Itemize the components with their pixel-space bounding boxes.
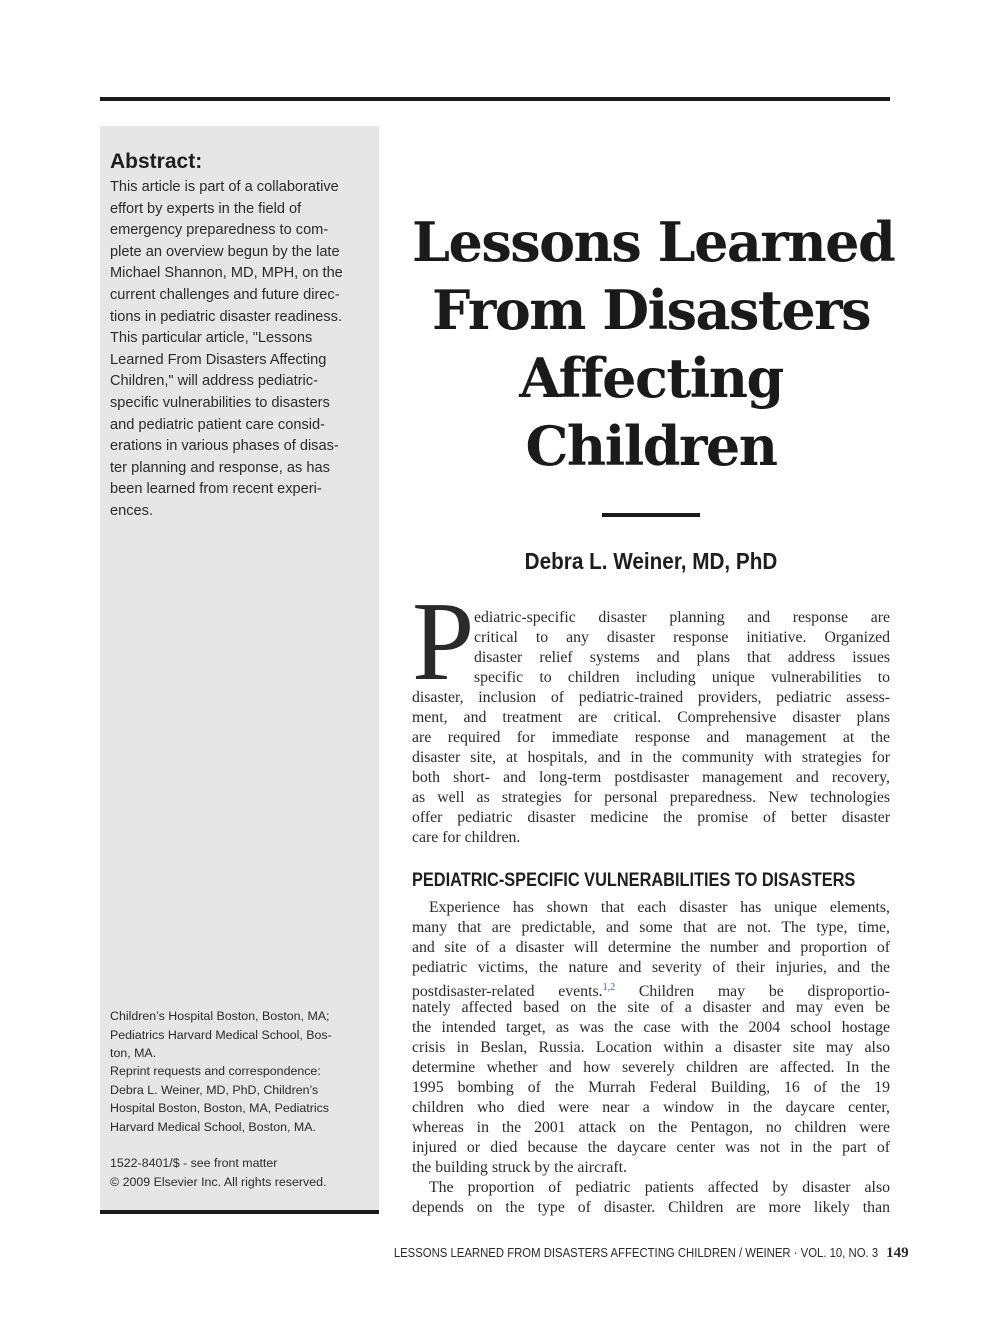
title-line: From Disasters bbox=[431, 278, 871, 342]
abstract-line: ter planning and response, as has bbox=[110, 459, 330, 476]
section-line: children who died were near a window in the daycare center, bbox=[412, 1099, 890, 1116]
page-number: 149 bbox=[886, 1245, 909, 1261]
author-byline: Debra L. Weiner, MD, PhD bbox=[524, 548, 778, 574]
abstract-line: plete an overview begun by the late bbox=[110, 243, 340, 260]
copyright-line: © 2009 Elsevier Inc. All rights reserved. bbox=[110, 1174, 327, 1189]
section-heading: PEDIATRIC-SPECIFIC VULNERABILITIES TO DISASTERS bbox=[412, 870, 856, 891]
abstract-line: ences. bbox=[110, 502, 153, 519]
section-line: Experience has shown that each disaster has unique elements, bbox=[429, 899, 890, 916]
intro-line: disaster relief systems and plans that address issues bbox=[474, 649, 890, 666]
intro-line: critical to any disaster response initiative. Organized bbox=[474, 629, 890, 646]
affiliation-line: Children’s Hospital Boston, Boston, MA; bbox=[110, 1009, 330, 1023]
intro-line: are required for immediate response and management at the bbox=[412, 729, 890, 746]
abstract-line: Children," will address pediatric- bbox=[110, 373, 318, 390]
section-line-with-citation bbox=[412, 978, 890, 998]
copyright-notice bbox=[110, 1154, 372, 1191]
citation-text-after: Children may be disproportio- bbox=[615, 983, 890, 1000]
abstract-line: This particular article, "Lessons bbox=[110, 330, 313, 347]
section-line: and site of a disaster will determine the number and proportion of bbox=[412, 939, 890, 956]
section-line: determine whether and how severely children are affected. In the bbox=[412, 1059, 890, 1076]
section-line: The proportion of pediatric patients affected by disaster also bbox=[429, 1179, 890, 1196]
section-line: 1995 bombing of the Murrah Federal Building, 16 of the 19 bbox=[412, 1079, 890, 1096]
citation-reference-link[interactable]: 1,2 bbox=[602, 982, 616, 993]
reprint-requests bbox=[110, 1062, 372, 1136]
running-head: LESSONS LEARNED FROM DISASTERS AFFECTING CHILDREN / WEINER · VOL. 10, NO. 3 bbox=[393, 1246, 879, 1260]
title-divider bbox=[602, 513, 700, 517]
abstract-text bbox=[110, 177, 372, 523]
section-line: many that are predictable, and some that are not. The type, time, bbox=[412, 919, 890, 936]
section-body bbox=[412, 898, 890, 1218]
affiliation-line: ton, MA. bbox=[110, 1046, 157, 1060]
author-affiliation bbox=[110, 1007, 372, 1063]
section-line: the intended target, as was the case with the 2004 school hostage bbox=[412, 1019, 890, 1036]
section-line: injured or died because the daycare center was not in the part of bbox=[412, 1139, 890, 1156]
page-footer bbox=[340, 1244, 909, 1262]
abstract-line: current challenges and future direc- bbox=[110, 286, 340, 303]
section-line: crisis in Beslan, Russia. Location within a disaster site may also bbox=[412, 1039, 890, 1056]
citation-text-before: postdisaster-related events. bbox=[412, 983, 603, 1000]
abstract-line: This article is part of a collaborative bbox=[110, 179, 339, 195]
section-line: pediatric victims, the nature and severity of their injuries, and the bbox=[412, 959, 890, 976]
section-line: whereas in the 2001 attack on the Pentagon, no children were bbox=[412, 1119, 890, 1136]
intro-line: ediatric-specific disaster planning and response are bbox=[474, 609, 890, 626]
intro-line: care for children. bbox=[412, 829, 521, 846]
section-line: the building struck by the aircraft. bbox=[412, 1159, 627, 1176]
title-line: Lessons Learned bbox=[412, 210, 895, 274]
drop-cap: P bbox=[412, 580, 475, 704]
article-title bbox=[412, 208, 895, 480]
sidebar-bottom-rule bbox=[100, 1210, 379, 1214]
title-line: Affecting bbox=[519, 346, 783, 410]
abstract-line: Learned From Disasters Affecting bbox=[110, 351, 327, 368]
abstract-line: specific vulnerabilities to disasters bbox=[110, 394, 330, 411]
intro-line: ment, and treatment are critical. Comprehensive disaster plans bbox=[412, 709, 890, 726]
intro-line: both short- and long-term postdisaster management and recovery, bbox=[412, 769, 890, 786]
affiliation-line: Pediatrics Harvard Medical School, Bos- bbox=[110, 1027, 332, 1042]
section-line: nately affected based on the site of a disaster and may even be bbox=[412, 999, 890, 1016]
intro-paragraph bbox=[412, 608, 890, 848]
reprint-line: Reprint requests and correspondence: bbox=[110, 1064, 321, 1078]
abstract-line: erations in various phases of disas- bbox=[110, 438, 339, 455]
intro-line: specific to children including unique vulnerabilities to bbox=[474, 669, 890, 686]
reprint-line: Debra L. Weiner, MD, PhD, Children’s bbox=[110, 1082, 319, 1097]
top-rule bbox=[100, 97, 890, 101]
intro-line: disaster, inclusion of pediatric-trained providers, pediatric assess- bbox=[412, 689, 890, 706]
abstract-line: been learned from recent experi- bbox=[110, 481, 322, 498]
intro-line: disaster site, at hospitals, and in the community with strategies for bbox=[412, 749, 890, 766]
abstract-line: emergency preparedness to com- bbox=[110, 222, 329, 239]
intro-line: as well as strategies for personal preparedness. New technologies bbox=[412, 789, 890, 806]
abstract-line: effort by experts in the field of bbox=[110, 200, 302, 217]
title-line: Children bbox=[525, 414, 777, 478]
abstract-heading: Abstract: bbox=[110, 150, 203, 173]
reprint-line: Hospital Boston, Boston, MA, Pediatrics bbox=[110, 1101, 330, 1115]
issn-line: 1522-8401/$ - see front matter bbox=[110, 1156, 278, 1170]
intro-line: offer pediatric disaster medicine the promise of better disaster bbox=[412, 809, 890, 826]
abstract-line: Michael Shannon, MD, MPH, on the bbox=[110, 265, 343, 282]
section-line: depends on the type of disaster. Children are more likely than bbox=[412, 1199, 890, 1216]
abstract-line: and pediatric patient care consid- bbox=[110, 416, 325, 433]
abstract-line: tions in pediatric disaster readiness. bbox=[110, 308, 342, 325]
reprint-line: Harvard Medical School, Boston, MA. bbox=[110, 1119, 316, 1134]
